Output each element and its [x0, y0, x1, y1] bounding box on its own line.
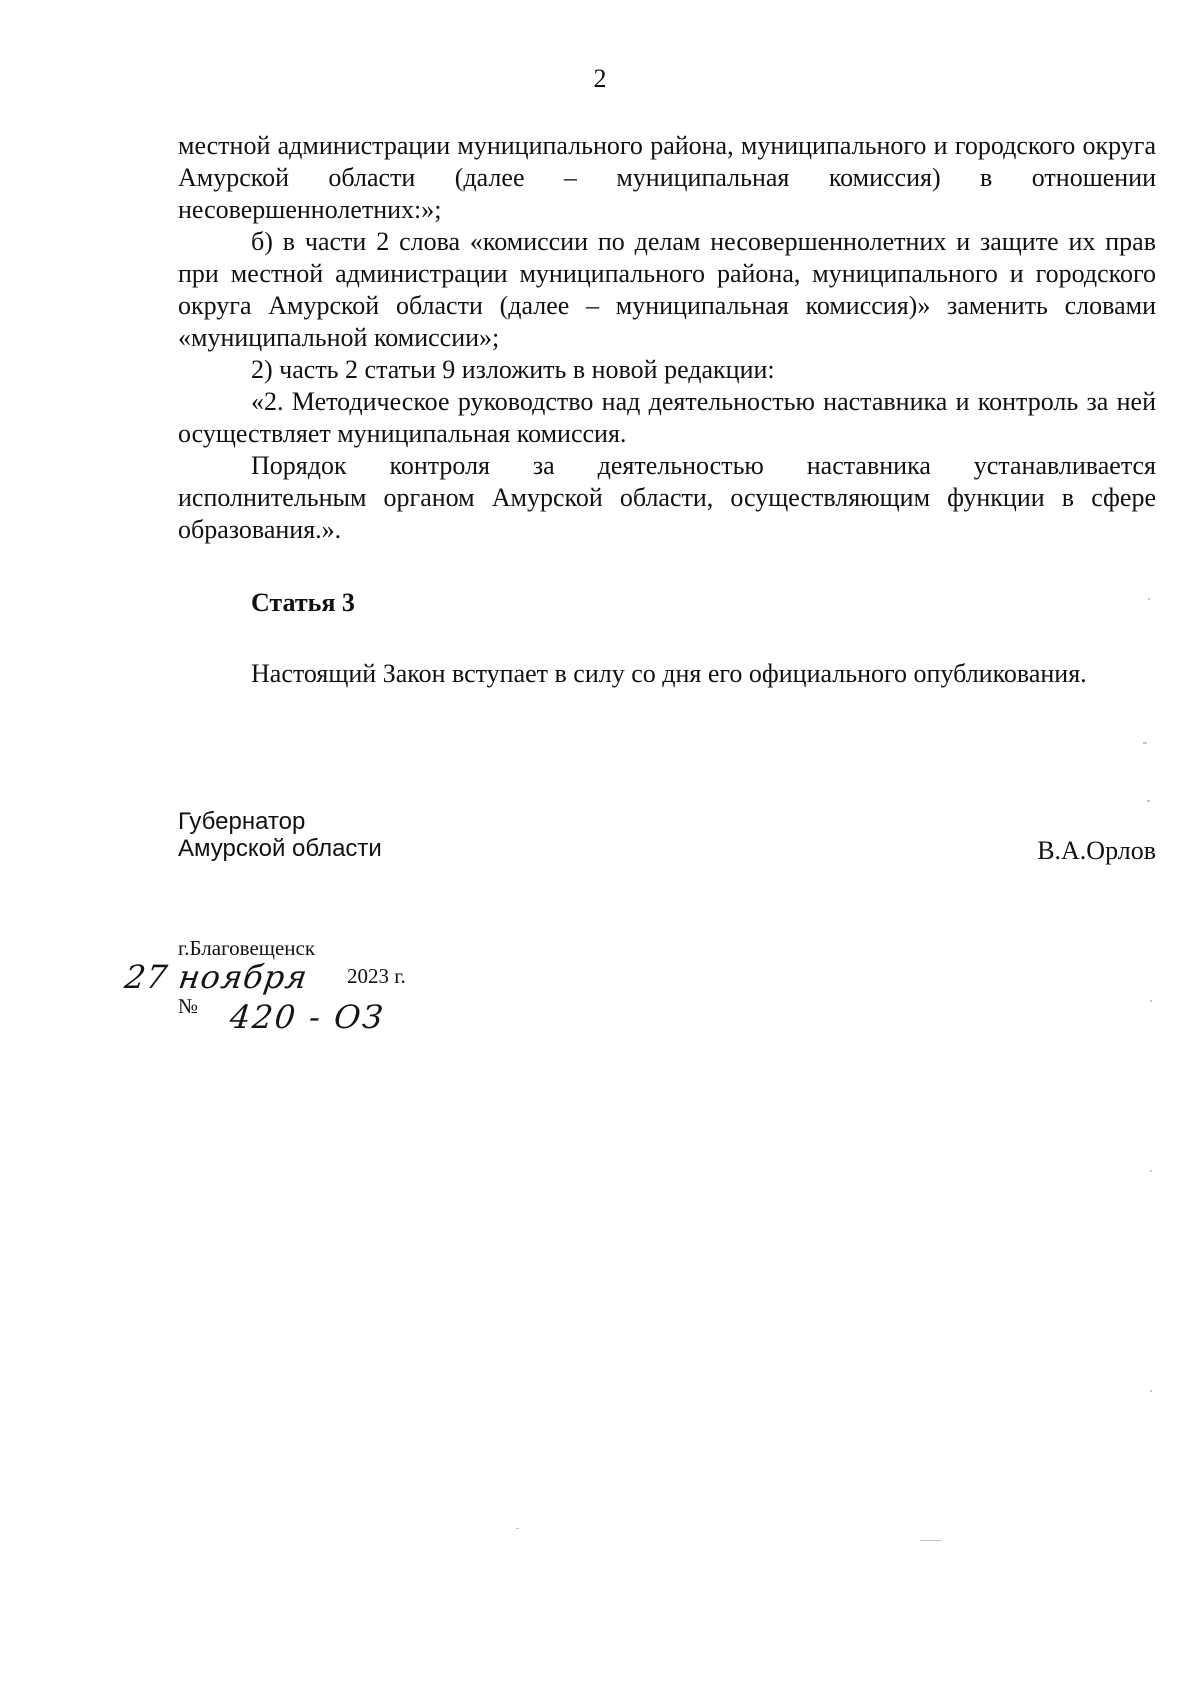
scan-speck: [1143, 742, 1147, 744]
article-heading: Статья 3: [251, 588, 355, 617]
scan-speck: [1150, 1170, 1152, 1172]
scan-speck: [1148, 598, 1150, 600]
page-number: 2: [593, 64, 607, 93]
signer-title-line2: Амурской области: [178, 835, 382, 862]
paragraph-item-2: 2) часть 2 статьи 9 изложить в новой редакции:: [251, 355, 775, 384]
scan-speck: [1147, 800, 1150, 802]
place-of-signing: г.Благовещенск: [178, 936, 316, 960]
date-year: 2023 г.: [347, 964, 406, 988]
number-sign: №: [178, 994, 199, 1018]
paragraph-continuation: местной администрации муниципального района, муниципального и городского округа Амурской области (далее – муниципальная комиссия) в отношении несовершеннолетних:»;: [178, 131, 1156, 224]
article-text: Настоящий Закон вступает в силу со дня его официального опубликования.: [251, 659, 1087, 688]
scan-speck: [1150, 1000, 1152, 1002]
law-number: [178, 990, 438, 1040]
signer-title-line1: Губернатор: [178, 808, 306, 835]
handwritten-number: 420 - ОЗ: [228, 998, 387, 1036]
handwritten-date: 27 ноября: [122, 958, 311, 996]
paragraph-b: б) в части 2 слова «комиссии по делам несовершеннолетних и защите их прав при местной администрации муниципального района, муниципального и городского округа Амурской области (далее – муниципальная комиссия)» заменить словами «муниципальной комиссии»;: [178, 227, 1156, 352]
signer-name: В.А.Орлов: [1037, 836, 1156, 865]
scan-speck: [1150, 1390, 1152, 1392]
paragraph-control-order: Порядок контроля за деятельностью наставника устанавливается исполнительным органом Амурской области, осуществляющим функции в сфере образования.».: [178, 451, 1156, 544]
law-text-body: [178, 130, 1156, 546]
scan-speck: [920, 1540, 942, 1541]
signer-title: [178, 808, 382, 862]
scan-speck: [516, 1528, 519, 1529]
paragraph-new-edition: «2. Методическое руководство над деятельностью наставника и контроль за ней осуществляет муниципальная комиссия.: [178, 387, 1156, 448]
